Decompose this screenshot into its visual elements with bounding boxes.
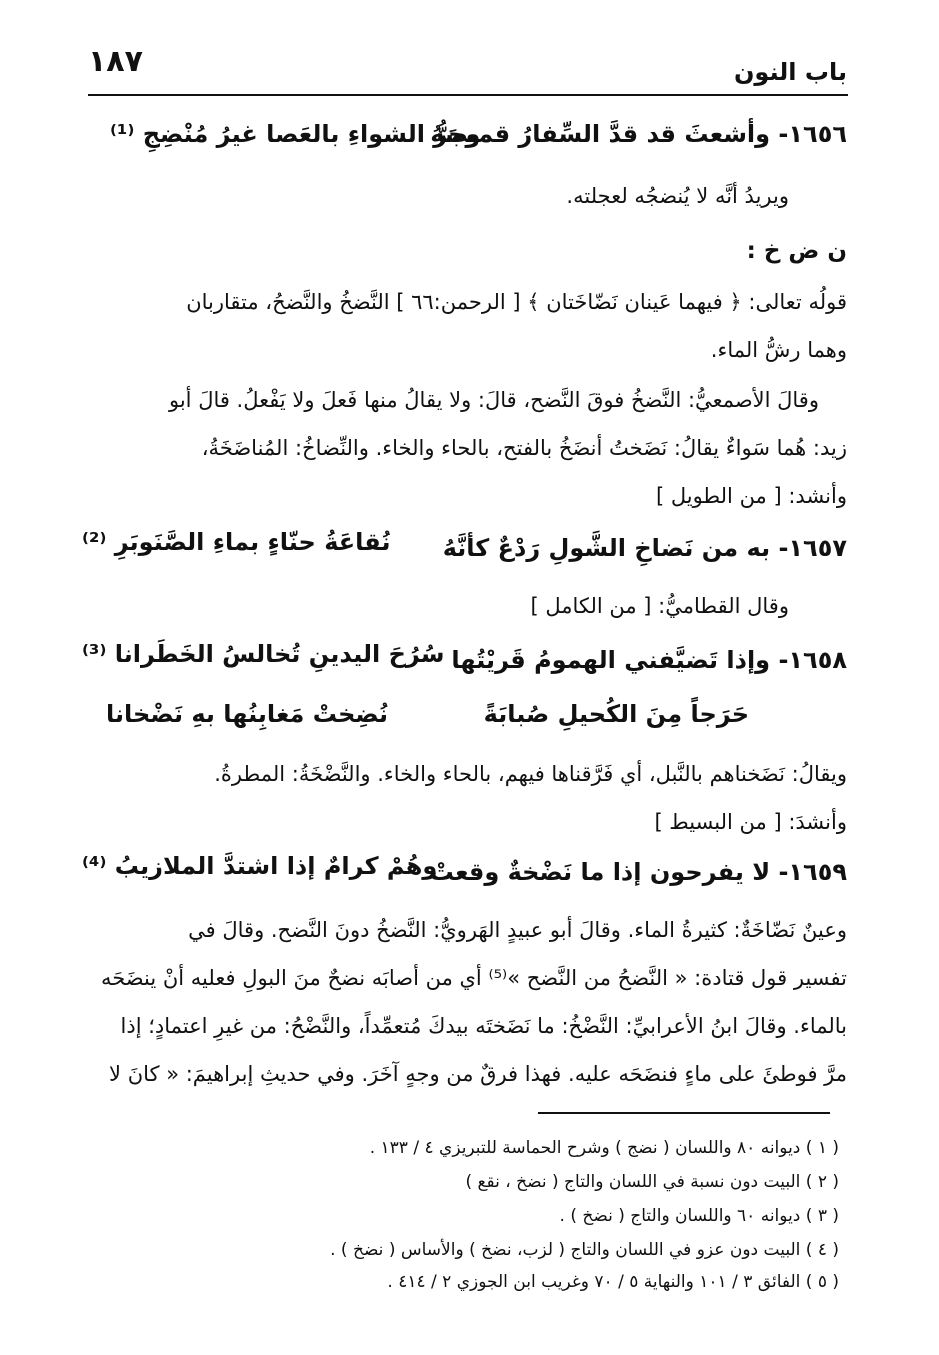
- footnote-5: ( ٥ ) الفائق ٣ / ١٠١ والنهاية ٥ / ٧٠ وغريب ابن الجوزي ٢ / ٤١٤ .: [387, 1272, 839, 1292]
- text-line-12: بالماء. وقالَ ابنُ الأعرابيِّ: النَّضْخُ: ما نَضَختَه بيدكَ مُتعمِّداً، والنَّضْحُ: من غيرِ اعتمادٍ؛ إذا: [120, 1014, 847, 1038]
- section-heading: ن ض خ :: [746, 238, 847, 264]
- text-line-7: وقال القطاميُّ: [ من الكامل ]: [530, 594, 789, 618]
- page-number: ١٨٧: [88, 44, 143, 79]
- text-line-9: وأنشدَ: [ من البسيط ]: [654, 810, 847, 834]
- text-line-13: مرَّ فوطئَ على ماءٍ فنضَحَه عليه. فهذا فرقٌ من وجهٍ آخَرَ. وفي حديثِ إبراهيمَ: « كانَ لا: [109, 1062, 847, 1086]
- footnote-4: ( ٤ ) البيت دون عزو في اللسان والتاج ( لزب، نضخ ) والأساس ( نضخ ) .: [330, 1240, 839, 1260]
- verse-1657-first-hemistich: ١٦٥٧- به من نَضاخِ الشَّولِ رَدْعٌ كأنَّهُ: [442, 534, 847, 562]
- verse-1657-second-hemistich: نُقاعَةُ حنّاءٍ بماءِ الصَّنَوبَرِ ⁽²⁾: [82, 528, 391, 556]
- verse-1658-third-hemistich: حَرَجاً مِنَ الكُحيلِ صُبابَةً: [483, 700, 749, 728]
- verse-1658-first-hemistich: ١٦٥٨- وإذا تَضيَّفني الهمومُ قَريْتُها: [451, 646, 847, 674]
- footnote-1: ( ١ ) ديوانه ٨٠ واللسان ( نضج ) وشرح الحماسة للتبريزي ٤ / ١٣٣ .: [369, 1138, 839, 1158]
- text-line-1: ويريدُ أنَّه لا يُنضجُه لعجلته.: [566, 184, 789, 208]
- text-line-8: ويقالُ: نَضَخناهم بالنَّبل، أي فَرَّقناها فيهم، بالحاء والخاء. والنَّضْخَةُ: المطرةُ.: [214, 762, 847, 786]
- verse-1659-first-hemistich: ١٦٥٩- لا يفرحون إذا ما نَضْخةٌ وقعتْ: [429, 858, 847, 886]
- header-rule: [88, 94, 848, 96]
- text-line-5: زيد: هُما سَواءٌ يقالُ: نَضَختُ أنضَخُ بالفتح، بالحاء والخاء. والنِّضاخُ: المُناضَخَةُ،: [201, 436, 847, 460]
- verse-1659-second-hemistich: وهُمْ كرامٌ إذا اشتدَّ الملازيبُ ⁽⁴⁾: [82, 852, 438, 880]
- footnote-3: ( ٣ ) ديوانه ٦٠ واللسان والتاج ( نضخ ) .: [559, 1206, 839, 1226]
- verse-1658-fourth-hemistich: نُضِختْ مَغابِنُها بهِ نَضْخانا: [106, 700, 389, 728]
- chapter-title: باب النون: [733, 58, 847, 86]
- text-line-3: وهما رشُّ الماء.: [710, 338, 847, 362]
- text-line-11: تفسير قول قتادة: « النَّضحُ من النَّضح »⁽⁵⁾ أي من أصابَه نضحٌ منَ البولِ فعليه أنْ ينضَحَه: [100, 966, 847, 990]
- text-line-4: وقالَ الأصمعيُّ: النَّضخُ فوقَ النَّضح، قالَ: ولا يقالُ منها فَعلَ ولا يَفْعلُ. قالَ أبو: [168, 388, 819, 412]
- text-line-2: قولُه تعالى: ﴿ فيهما عَينان نَضّاخَتان ﴾ [ الرحمن:٦٦ ] النَّضخُ والنَّضحُ، متقاربان: [186, 290, 847, 314]
- text-line-10: وعينٌ نَضّاخَةٌ: كثيرةُ الماء. وقالَ أبو عبيدٍ الهَرويُّ: النَّضخُ دونَ النَّضح. وقالَ في: [188, 918, 847, 942]
- footnote-2: ( ٢ ) البيت دون نسبة في اللسان والتاج ( نضخ ، نقع ): [465, 1172, 839, 1192]
- verse-1656-first-hemistich: ١٦٥٦- وأشعثَ قد قدَّ السِّفارُ قميصَهُ: [430, 120, 847, 148]
- verse-1656-second-hemistich: وجرُّ الشواءِ بالعَصا غيرُ مُنْضِجِ ⁽¹⁾: [110, 120, 481, 148]
- verse-1658-second-hemistich: سُرُحَ اليدينِ تُخالسُ الخَطَرانا ⁽³⁾: [82, 640, 445, 668]
- footnote-rule: [538, 1112, 830, 1114]
- text-line-6: وأنشد: [ من الطويل ]: [655, 484, 847, 508]
